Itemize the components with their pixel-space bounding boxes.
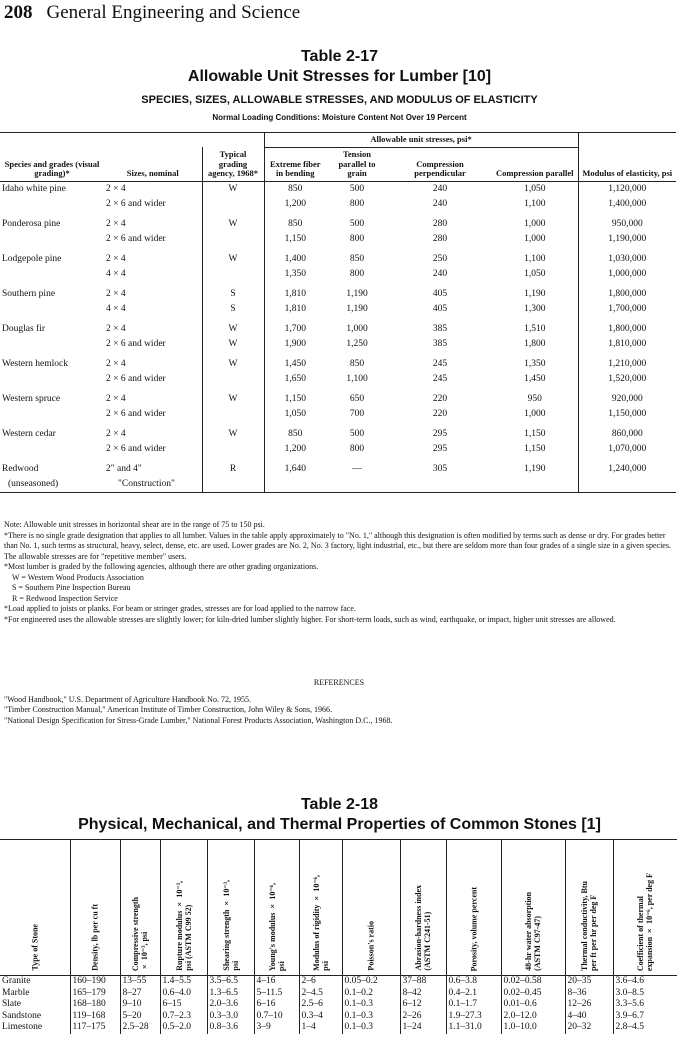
table18-cell: 1.0–10.0 (501, 1022, 565, 1034)
table18-cell: 2.5–6 (299, 999, 342, 1011)
table18-column-header (342, 840, 400, 976)
table18-cell: 117–175 (70, 1022, 120, 1034)
table17-cell: 220 (432, 394, 448, 405)
table17-cell (326, 477, 388, 493)
table17-row (0, 217, 676, 232)
table17-cell: 850 (264, 427, 326, 442)
table17-cell: 1,100 (346, 374, 368, 385)
table17-cell: 1,450 (264, 357, 326, 372)
table17-cell: 405 (432, 304, 448, 315)
table18-column-header-label: Porosity, volume percent (469, 886, 478, 971)
table17-cell: W (202, 182, 264, 198)
table18-cell: 2.0–3.6 (207, 999, 254, 1011)
table17-note: *There is no single grade designation that applies to all lumber. Values in the table apply approximately to "No. 1," although this designation is often modified by terms such as dense or dry. For grades better than No. 1, such terms as structural, heavy, select, dense, etc. are used. Lower grades are No. 2, No. 3 factory, light industrial, etc., but there are seldom more than four grades of a single size in a given species. The allowable stresses are for "repetitive member" users. (4, 530, 671, 561)
table17-note: R = Redwood Inspection Service (12, 593, 118, 603)
table17-cell: 1,030,000 (578, 252, 676, 267)
species-cell: Redwood (2, 464, 39, 475)
table18-column-header (299, 840, 342, 976)
table17-cell: 1,120,000 (578, 182, 676, 198)
table18-cell: 6–12 (400, 999, 446, 1011)
table17-cell: W (202, 322, 264, 337)
table18-title: Table 2-18 (300, 796, 379, 813)
table17-cell: W (202, 392, 264, 407)
table17-column-header: Modulus of elasticity, psi (578, 147, 676, 181)
table17-cell (202, 267, 264, 282)
table17-cell: 950 (527, 394, 542, 405)
table17-note: S = Southern Pine Inspection Bureau (12, 583, 131, 592)
table17-cell: 950,000 (578, 217, 676, 232)
table17-row (0, 232, 676, 247)
running-title: General Engineering and Science (46, 2, 301, 23)
page-number: 208 (4, 2, 33, 23)
table17-cell: 2 × 6 and wider (106, 234, 166, 245)
table17-cell: W (202, 337, 264, 352)
table18-row (0, 999, 677, 1011)
table17-cell: 1,100 (524, 254, 546, 265)
table18-cell: 168–180 (70, 999, 120, 1011)
table18-cell: 0.7–2.3 (160, 1011, 207, 1023)
table17-cell: 1,350 (264, 267, 326, 282)
table17-cell: 220 (432, 409, 448, 420)
table18-column-header (207, 840, 254, 976)
reference-item: "Wood Handbook," U.S. Department of Agriculture Handbook No. 72, 1955. (4, 694, 251, 704)
table17-caption: SPECIES, SIZES, ALLOWABLE STRESSES, AND MODULUS OF ELASTICITY (141, 94, 538, 106)
table17-row (0, 442, 676, 457)
table17-column-header: Species and grades (visual grading)* (0, 147, 104, 181)
table17-cell (202, 372, 264, 387)
reference-item: "National Design Specification for Stress-Grade Lumber," National Forest Products Association, Washington D.C., 1968. (4, 715, 393, 725)
table17-cell: 405 (432, 289, 448, 300)
table17-cell: 1,810,000 (578, 337, 676, 352)
table18-cell: 1–4 (299, 1022, 342, 1034)
table18-cell: 3.6–4.6 (613, 976, 677, 988)
table18-cell: 2.8–4.5 (613, 1022, 677, 1034)
table18-row (0, 988, 677, 1000)
table18-cell: 0.1–0.3 (342, 999, 400, 1011)
table17-cell: 240 (432, 269, 448, 280)
table17-cell: 1,700 (264, 322, 326, 337)
page-header (4, 2, 300, 24)
table18-cell: 12–26 (565, 999, 613, 1011)
table17-cell: 2 × 4 (106, 429, 126, 440)
table17-cell: 1,100 (524, 199, 546, 210)
table17-cell: 1,400,000 (578, 197, 676, 212)
table18-cell: 1–24 (400, 1022, 446, 1034)
table17-cell: 1,150 (524, 444, 546, 455)
table18-body (0, 976, 677, 1034)
table18-cell: 1.1–31.0 (446, 1022, 501, 1034)
table17-row (0, 462, 676, 477)
table18-cell: 2–6 (299, 976, 342, 988)
table17-cell: R (202, 462, 264, 477)
table18-column-header-label: Abrasion-hardness index (ASTM C241-51) (414, 885, 432, 971)
species-cell: Idaho white pine (2, 184, 66, 195)
table17-cell: 1,810 (264, 287, 326, 302)
table18-column-header (70, 840, 120, 976)
table18-cell: Limestone (2, 1022, 43, 1032)
species-cell (0, 232, 104, 247)
table18-cell: 8–42 (400, 988, 446, 1000)
species-cell: Douglas fir (2, 324, 46, 335)
table17-cell: 240 (432, 184, 448, 195)
species-cell: Lodgepole pine (2, 254, 62, 265)
table18-row (0, 976, 677, 988)
species-cell (0, 267, 104, 282)
table17-row (0, 407, 676, 422)
species-cell (0, 407, 104, 422)
table17-title: Table 2-17 (300, 48, 379, 65)
table17-cell: 2 × 4 (106, 184, 126, 195)
table17-cell: W (202, 427, 264, 442)
table17-cell: — (352, 464, 362, 475)
table17-cell: 800 (349, 199, 365, 210)
table18-cell: 8–27 (120, 988, 160, 1000)
table17-cell: 1,190 (524, 464, 546, 475)
table17-cell: "Construction" (104, 477, 202, 493)
table18-subtitle: Physical, Mechanical, and Thermal Properties of Common Stones [1] (78, 816, 601, 833)
table17-row (0, 287, 676, 302)
table18-cell: 5–20 (120, 1011, 160, 1023)
table17-subtitle: Allowable Unit Stresses for Lumber [10] (187, 68, 492, 85)
table17-note: W = Western Wood Products Association (12, 572, 144, 582)
table18-cell: 1.9–27.3 (446, 1011, 501, 1023)
table17-cell: 2 × 4 (106, 359, 126, 370)
table17-notes (4, 520, 674, 625)
table17-row (0, 197, 676, 212)
table17-cell: 1,810 (264, 302, 326, 317)
table17-row (0, 477, 676, 493)
table17-cell: 1,050 (264, 407, 326, 422)
table17-header-row (0, 147, 676, 181)
table17-cell: W (202, 217, 264, 232)
table17-cell: 920,000 (578, 392, 676, 407)
allowable-stress-group-header: Allowable unit stresses, psi* (264, 133, 578, 148)
table17-cell (202, 232, 264, 247)
table17-cell: 295 (432, 429, 448, 440)
table18-cell: 13–55 (120, 976, 160, 988)
table17-cell: 245 (432, 359, 448, 370)
table18-cell: 2–4.5 (299, 988, 342, 1000)
table18-cell: 4–16 (254, 976, 299, 988)
table18-row (0, 1022, 677, 1034)
table17-cell: 1,520,000 (578, 372, 676, 387)
table18-cell: 0.5–2.0 (160, 1022, 207, 1034)
table18-cell: 3.9–6.7 (613, 1011, 677, 1023)
table17-cell: 385 (432, 324, 448, 335)
table18-column-header-label: Poisson's ratio (366, 921, 376, 971)
table17-cell: 1,190 (346, 289, 368, 300)
table18-cell: 0.3–3.0 (207, 1011, 254, 1023)
table18-cell: 0.7–10 (254, 1011, 299, 1023)
table18-cell: 3.5–6.5 (207, 976, 254, 988)
table18-cell: 1.4–5.5 (160, 976, 207, 988)
table18-column-header-label: Density, lb per cu ft (90, 904, 100, 971)
table17-cell: 1,150 (264, 232, 326, 247)
table17-cell: 1,000 (524, 409, 546, 420)
table17-cell: W (202, 252, 264, 267)
table18-cell: 4–40 (565, 1011, 613, 1023)
table17-cell: 1,450 (524, 374, 546, 385)
table17-row (0, 182, 676, 198)
table17-cell: S (202, 302, 264, 317)
table17-cell (202, 407, 264, 422)
table17-cell: 240 (432, 199, 448, 210)
table18-header-row (0, 840, 677, 976)
table17-body (0, 182, 676, 493)
table17-column-header: Sizes, nominal (104, 147, 202, 181)
table18-cell: 165–179 (70, 988, 120, 1000)
table17-cell: 1,150 (264, 392, 326, 407)
table17-cell: 2 × 4 (106, 394, 126, 405)
table17-cell: 2 × 4 (106, 219, 126, 230)
table18-cell: 2.0–12.0 (501, 1011, 565, 1023)
table17-cell: 1,000 (524, 219, 546, 230)
table18-cell: Marble (2, 987, 30, 998)
table18-cell: 0.1–0.3 (342, 1011, 400, 1023)
table17-cell: 295 (432, 444, 448, 455)
table17-cell: 2 × 6 and wider (106, 374, 166, 385)
table18-cell: 0.01–0.6 (501, 999, 565, 1011)
table17-cell: 2 × 6 and wider (106, 199, 166, 210)
table17-cell: 2 × 4 (106, 289, 126, 300)
table17-cell: 850 (264, 217, 326, 232)
table17-cell: 4 × 4 (106, 269, 126, 280)
lumber-stress-table (0, 132, 676, 493)
table17-cell: W (202, 357, 264, 372)
table18-cell: 0.02–0.45 (501, 988, 565, 1000)
table18-column-header-label: Young's modulus × 10⁻⁶, psi (267, 882, 286, 971)
species-cell: Western hemlock (2, 359, 68, 370)
table18-cell: 2.5–28 (120, 1022, 160, 1034)
table17-cell: 1,800 (524, 339, 546, 350)
table17-cell: 1,800,000 (578, 322, 676, 337)
table18-cell: Granite (2, 976, 31, 986)
table17-cell: 860,000 (578, 427, 676, 442)
table17-row (0, 267, 676, 282)
table17-column-header: Compression perpendicular (388, 147, 492, 181)
stone-properties-table (0, 839, 677, 1034)
table18-column-header (565, 840, 613, 976)
table18-column-header (0, 840, 70, 976)
table18-cell: 0.6–4.0 (160, 988, 207, 1000)
table17-cell: 1,150,000 (578, 407, 676, 422)
species-cell (0, 372, 104, 387)
table17-cell: 1,210,000 (578, 357, 676, 372)
table17-row (0, 357, 676, 372)
table18-cell: 0.4–2.1 (446, 988, 501, 1000)
table17-cell: 1,070,000 (578, 442, 676, 457)
species-cell: Southern pine (2, 289, 56, 300)
table17-cell: 385 (432, 339, 448, 350)
table17-cell: 1,400 (264, 252, 326, 267)
table17-cell: 650 (349, 394, 365, 405)
table17-cell: 1,240,000 (578, 462, 676, 477)
table17-cell (264, 477, 326, 493)
species-cell: (unseasoned) (0, 477, 104, 493)
table18-cell: 3–9 (254, 1022, 299, 1034)
table17-cell: 1,300 (524, 304, 546, 315)
table17-cell: 2 × 6 and wider (106, 339, 166, 350)
table17-cell: 1,150 (524, 429, 546, 440)
table18-column-header-label: Shearing strength × 10⁻³, psi (221, 880, 240, 971)
reference-item: "Timber Construction Manual," American Institute of Timber Construction, John Wiley & Sons, 1966. (4, 705, 332, 714)
table18-column-header (446, 840, 501, 976)
table17-cell (492, 477, 578, 493)
references-title: REFERENCES (313, 678, 365, 687)
table17-cell: 1,190 (524, 289, 546, 300)
table17-cell: 1,640 (264, 462, 326, 477)
table18-cell: 1.3–6.5 (207, 988, 254, 1000)
table18-column-header (160, 840, 207, 976)
table18-cell: 0.05–0.2 (342, 976, 400, 988)
table18-column-header (254, 840, 299, 976)
table17-cell: 500 (349, 429, 365, 440)
table17-cell: 1,250 (346, 339, 368, 350)
table18-column-header-label: Compressive strength × 10⁻³, psi (131, 896, 149, 971)
table17-cell: 1,000 (346, 324, 368, 335)
species-cell (0, 442, 104, 457)
table17-cell: 800 (349, 234, 365, 245)
table18-cell: 20–32 (565, 1022, 613, 1034)
table18-cell: 160–190 (70, 976, 120, 988)
table17-cell: 2 × 4 (106, 254, 126, 265)
table17-cell (202, 477, 264, 493)
table18-cell: 6–15 (160, 999, 207, 1011)
table18-cell: 6–16 (254, 999, 299, 1011)
table17-cell: 250 (432, 254, 448, 265)
table18-column-header (120, 840, 160, 976)
table18-cell: 37–88 (400, 976, 446, 988)
table18-cell: 0.8–3.6 (207, 1022, 254, 1034)
table17-row (0, 337, 676, 352)
table17-cell: 850 (349, 359, 365, 370)
table17-row (0, 252, 676, 267)
table17-cell (388, 477, 492, 493)
table17-cell: 1,700,000 (578, 302, 676, 317)
table18-cell: 20–35 (565, 976, 613, 988)
table17-cell: 1,000,000 (578, 267, 676, 282)
table18-cell: 0.6–3.8 (446, 976, 501, 988)
table18-column-header-label: Coefficient of thermal expansion × 10⁻⁶, per deg F (636, 872, 655, 971)
table17-cell: 2 × 6 and wider (106, 444, 166, 455)
table18-column-header-label: 48-hr water absorption (ASTM C97-47) (524, 892, 542, 971)
table18-column-header (613, 840, 677, 976)
table18-column-header-label: Modulus of rigidity × 10⁻⁶, psi (311, 875, 330, 971)
table17-cell: 1,200 (264, 442, 326, 457)
table18-cell: 3.3–5.6 (613, 999, 677, 1011)
table17-cell: 2 × 4 (106, 324, 126, 335)
references-section (4, 678, 674, 726)
table17-note: Note: Allowable unit stresses in horizontal shear are in the range of 75 to 150 psi. (4, 520, 265, 529)
species-cell (0, 197, 104, 212)
species-cell (0, 337, 104, 352)
table17-cell: 1,050 (524, 269, 546, 280)
table18-column-header (400, 840, 446, 976)
table18-cell: 0.02–0.58 (501, 976, 565, 988)
table18-column-header-label: Rupture modulus × 10⁻³, psi (ASTM C99 52) (174, 881, 193, 971)
table18-cell: 9–10 (120, 999, 160, 1011)
table18-row (0, 1011, 677, 1023)
table17-cell: 1,350 (524, 359, 546, 370)
table17-conditions: Normal Loading Conditions: Moisture Content Not Over 19 Percent (212, 113, 467, 122)
table17-column-header: Typical grading agency, 1968* (202, 147, 264, 181)
table17-note: *For engineered uses the allowable stresses are slightly lower; for kiln-dried lumber slightly higher. For short-term loads, such as wind, earthquake, or impact, higher unit stresses are allowed. (4, 614, 616, 624)
table17-cell: 1,900 (264, 337, 326, 352)
table17-cell (202, 442, 264, 457)
table17-cell: 800 (349, 269, 365, 280)
table18-cell: 3.0–8.5 (613, 988, 677, 1000)
table18-column-header (501, 840, 565, 976)
table17-cell (578, 477, 676, 493)
table18-cell: 2–26 (400, 1011, 446, 1023)
table17-cell: 2 × 6 and wider (106, 409, 166, 420)
table17-cell: 1,200 (264, 197, 326, 212)
table18-cell: Sandstone (2, 1010, 42, 1021)
table17-cell: 850 (264, 182, 326, 198)
table17-cell: 1,510 (524, 324, 546, 335)
table17-cell: 245 (432, 374, 448, 385)
table17-cell (202, 197, 264, 212)
table17-cell: 305 (432, 464, 448, 475)
table17-cell: 1,800,000 (578, 287, 676, 302)
table17-cell: 850 (349, 254, 365, 265)
species-cell (0, 302, 104, 317)
table17-cell: 1,190 (346, 304, 368, 315)
table17-column-header: Compression parallel (492, 147, 578, 181)
table18-cell: 0.1–0.3 (342, 1022, 400, 1034)
table18-column-header-label: Type of Stone (30, 924, 40, 971)
table17-note: *Load applied to joists or planks. For beam or stringer grades, stresses are for load applied to the narrow face. (4, 604, 356, 613)
table18-cell: 0.3–4 (299, 1011, 342, 1023)
table18-cell: 119–168 (70, 1011, 120, 1023)
table18-column-header-label: Thermal conductivity, Btu per ft per hr per deg F (580, 880, 598, 971)
species-cell: Western cedar (2, 429, 56, 440)
species-cell: Western spruce (2, 394, 61, 405)
table17-cell: 280 (432, 219, 448, 230)
table17-column-header: Tension parallel to grain (326, 147, 388, 181)
table17-cell: 800 (349, 444, 365, 455)
table17-cell: S (202, 287, 264, 302)
table17-cell: 1,000 (524, 234, 546, 245)
table17-cell: 500 (349, 184, 365, 195)
table17-cell: 280 (432, 234, 448, 245)
table17-row (0, 302, 676, 317)
table17-row (0, 372, 676, 387)
table17-cell: 2" and 4" (106, 464, 142, 475)
table17-note: *Most lumber is graded by the following agencies, although there are other grading organizations. (4, 562, 319, 571)
table18-cell: Slate (2, 999, 21, 1009)
table17-cell: 1,190,000 (578, 232, 676, 247)
species-cell: Ponderosa pine (2, 219, 61, 230)
table17-cell: 1,050 (524, 184, 546, 195)
table17-row (0, 427, 676, 442)
table17-cell: 700 (349, 409, 365, 420)
table17-row (0, 322, 676, 337)
table18-cell: 8–36 (565, 988, 613, 1000)
table18-cell: 0.1–1.7 (446, 999, 501, 1011)
table18-cell: 0.1–0.2 (342, 988, 400, 1000)
table17-column-header: Extreme fiber in bending (264, 147, 326, 181)
table17-cell: 4 × 4 (106, 304, 126, 315)
table17-row (0, 392, 676, 407)
table18-cell: 5–11.5 (254, 988, 299, 1000)
table17-cell: 500 (349, 219, 365, 230)
table17-cell: 1,650 (264, 372, 326, 387)
